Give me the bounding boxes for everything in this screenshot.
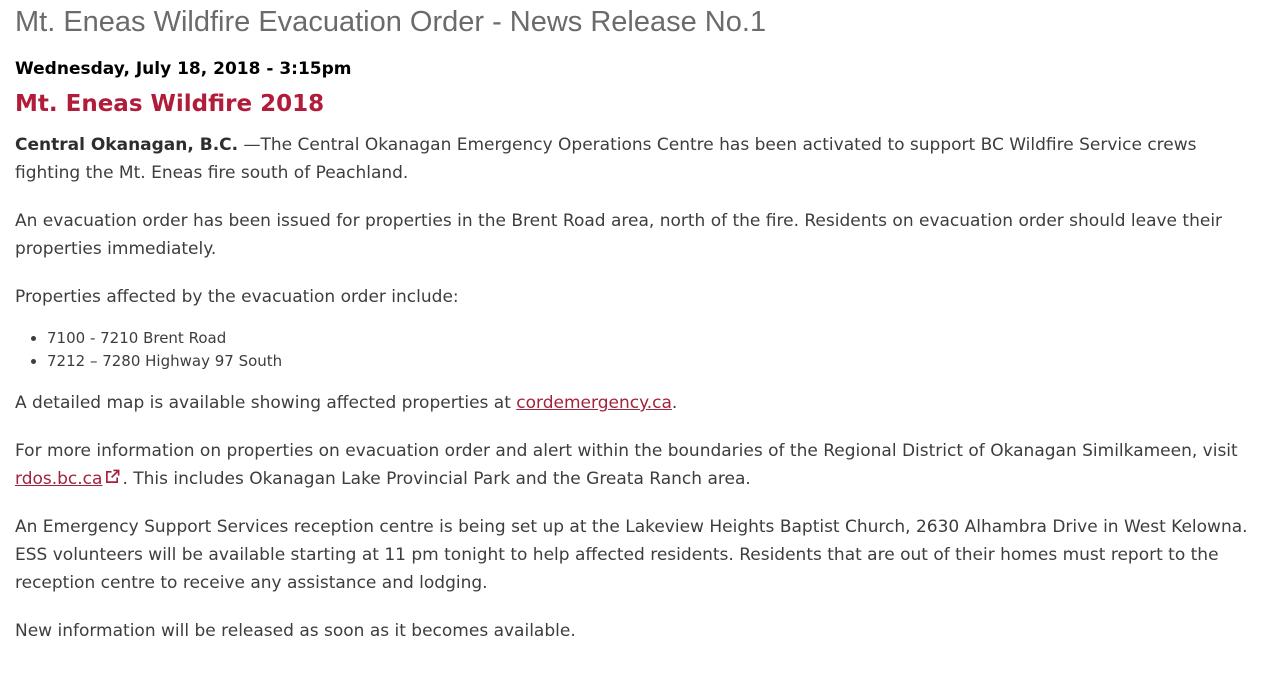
map-text-end: .: [671, 393, 678, 413]
paragraph-intro: [15, 131, 1255, 187]
paragraph-properties-intro: Properties affected by the evacuation order include:: [15, 287, 459, 307]
page-title: Mt. Eneas Wildfire Evacuation Order - News Release No.1: [15, 6, 767, 38]
section-heading: Mt. Eneas Wildfire 2018: [15, 91, 325, 117]
rdos-text: For more information on properties on evacuation order and alert within the boundaries of the Regional District of Okanagan Similkameen, visit: [15, 441, 1238, 461]
map-text: A detailed map is available showing affected properties at: [15, 393, 517, 413]
rdos-link[interactable]: rdos.bc.ca: [15, 469, 103, 489]
intro-text: —The Central Okanagan Emergency Operations Centre has been activated to support BC Wildfire Service crews fighting the Mt. Eneas fire south of Peachland.: [15, 135, 1197, 183]
rdos-text-end: . This includes Okanagan Lake Provincial Park and the Greata Ranch area.: [122, 469, 751, 489]
paragraph-evacuation-order: An evacuation order has been issued for properties in the Brent Road area, north of the fire. Residents on evacuation order should leave their properties immediately.: [15, 211, 1223, 259]
dateline: Central Okanagan, B.C.: [15, 135, 239, 155]
external-link-icon[interactable]: [105, 469, 120, 484]
properties-list: [15, 327, 1255, 373]
paragraph-reception-centre: An Emergency Support Services reception centre is being set up at the Lakeview Heights Baptist Church, 2630 Alhambra Drive in West Kelowna. ESS volunteers will be available starting at 11 pm tonight to help affected residents. Residents that are out of their homes must report to the reception centre to receive any assistance and lodging.: [15, 517, 1248, 593]
news-release: [15, 0, 1255, 645]
list-item: • 7100 - 7210 Brent Road: [47, 327, 1255, 350]
paragraph-rdos: [15, 437, 1255, 493]
paragraph-closing: New information will be released as soon as it becomes available.: [15, 621, 576, 641]
cordemergency-link[interactable]: cordemergency.ca: [516, 393, 672, 413]
release-date: Wednesday, July 18, 2018 - 3:15pm: [15, 59, 352, 79]
paragraph-map: [15, 389, 1255, 417]
list-item: • 7212 – 7280 Highway 97 South: [47, 350, 1255, 373]
